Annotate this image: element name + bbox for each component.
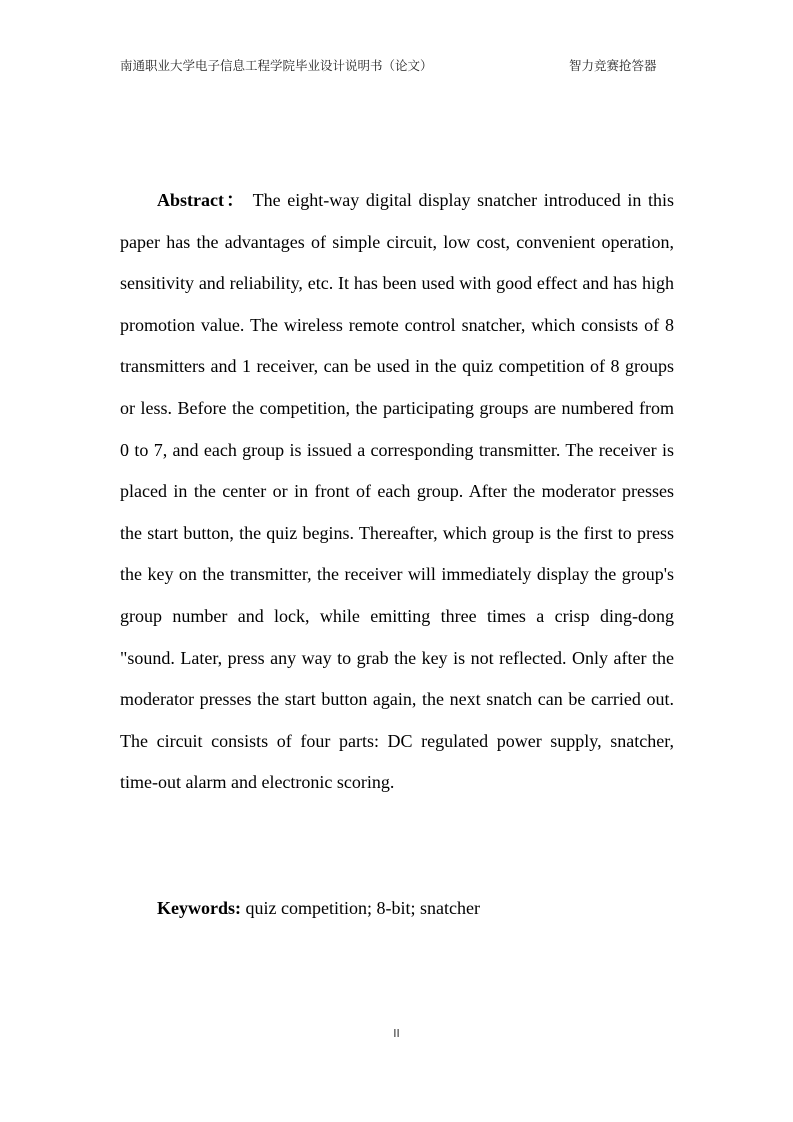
header-institution-title: 南通职业大学电子信息工程学院毕业设计说明书（论文） (120, 58, 433, 73)
abstract-label: Abstract： (157, 190, 247, 210)
abstract-text: The eight-way digital display snatcher introduced in this paper has the advantages of simple circuit, low cost, convenient operation, sensitivity and reliability, etc. It has been used with good effect and has high promotion value. The wireless remote control snatcher, which consists of 8 transmitters and 1 receiver, can be used in the quiz competition of 8 groups or less. Before the competition, the participating groups are numbered from 0 to 7, and each group is issued a corresponding transmitter. The receiver is placed in the center or in front of each group. After the moderator presses the start button, the quiz begins. Thereafter, which group is the first to press the key on the transmitter, the receiver will immediately display the group's group number and lock, while emitting three times a crisp ding-dong "sound. Later, press any way to grab the key is not reflected. Only after the moderator presses the start button again, the next snatch can be carried out. The circuit consists of four parts: DC regulated power supply, snatcher, time-out alarm and electronic scoring. (120, 190, 675, 793)
running-header (120, 56, 672, 76)
keywords-label: Keywords: (157, 898, 241, 918)
header-topic-title: 智力竞赛抢答器 (569, 58, 657, 73)
keywords-text: quiz competition; 8-bit; snatcher (245, 898, 480, 918)
page-number: II (393, 1027, 400, 1040)
abstract-paragraph (120, 180, 674, 804)
keywords-paragraph (120, 888, 674, 929)
